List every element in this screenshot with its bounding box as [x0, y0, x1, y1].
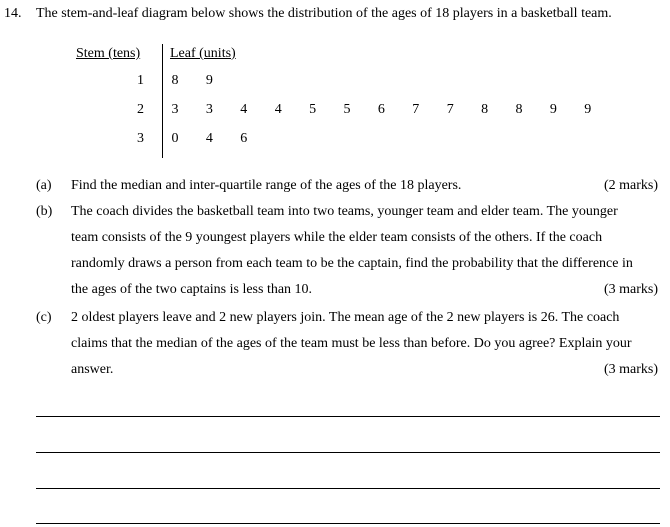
- leaf-value: 9: [549, 102, 557, 117]
- part-text-line: claims that the median of the ages of the team must be less than before. Do you agree? Explain your: [71, 336, 632, 351]
- leaf-value: 4: [205, 131, 213, 146]
- marks-label: (3 marks): [603, 282, 658, 297]
- leaf-value: 4: [240, 102, 248, 117]
- part-label: (a): [36, 178, 52, 193]
- question-number: 14.: [4, 6, 22, 21]
- leaf-value: 6: [377, 102, 385, 117]
- leaf-value: 0: [171, 131, 179, 146]
- leaf-value: 4: [274, 102, 282, 117]
- marks-label: (2 marks): [603, 178, 658, 193]
- part-text-line: randomly draws a person from each team to be the captain, find the probability that the difference in: [71, 256, 633, 271]
- stem-value: 2: [137, 102, 144, 117]
- leaf-header: Leaf (units): [170, 46, 236, 61]
- part-text-line: answer.: [71, 362, 114, 377]
- leaf-value: 6: [240, 131, 248, 146]
- leaf-value: 9: [584, 102, 592, 117]
- part-label: (b): [36, 204, 53, 219]
- answer-line: [36, 488, 660, 489]
- leaf-value: 3: [171, 102, 179, 117]
- answer-line: [36, 452, 660, 453]
- leaf-value: 7: [412, 102, 420, 117]
- leaf-value: 3: [205, 102, 213, 117]
- answer-line: [36, 523, 660, 524]
- leaf-value: 8: [171, 73, 179, 88]
- marks-label: (3 marks): [603, 362, 658, 377]
- stem-header: Stem (tens): [76, 46, 141, 61]
- part-text-line: 2 oldest players leave and 2 new players join. The mean age of the 2 new players is 26. The coach: [71, 310, 620, 325]
- leaf-value: 7: [446, 102, 454, 117]
- part-text-line: the ages of the two captains is less than 10.: [71, 282, 313, 297]
- answer-line: [36, 416, 660, 417]
- leaf-value: 8: [515, 102, 523, 117]
- stem-leaf-divider: [162, 44, 163, 158]
- stem-value: 3: [137, 131, 144, 146]
- leaf-value: 8: [481, 102, 489, 117]
- stem-value: 1: [137, 73, 144, 88]
- part-text-line: Find the median and inter-quartile range of the ages of the 18 players.: [71, 178, 462, 193]
- part-label: (c): [36, 310, 52, 325]
- leaf-value: 5: [309, 102, 317, 117]
- leaf-value: 5: [343, 102, 351, 117]
- leaf-value: 9: [205, 73, 213, 88]
- question-intro: The stem-and-leaf diagram below shows the distribution of the ages of 18 players in a basketball team.: [36, 6, 612, 21]
- part-text-line: The coach divides the basketball team into two teams, younger team and elder team. The younger: [71, 204, 618, 219]
- part-text-line: team consists of the 9 youngest players while the elder team consists of the others. If the coach: [71, 230, 603, 245]
